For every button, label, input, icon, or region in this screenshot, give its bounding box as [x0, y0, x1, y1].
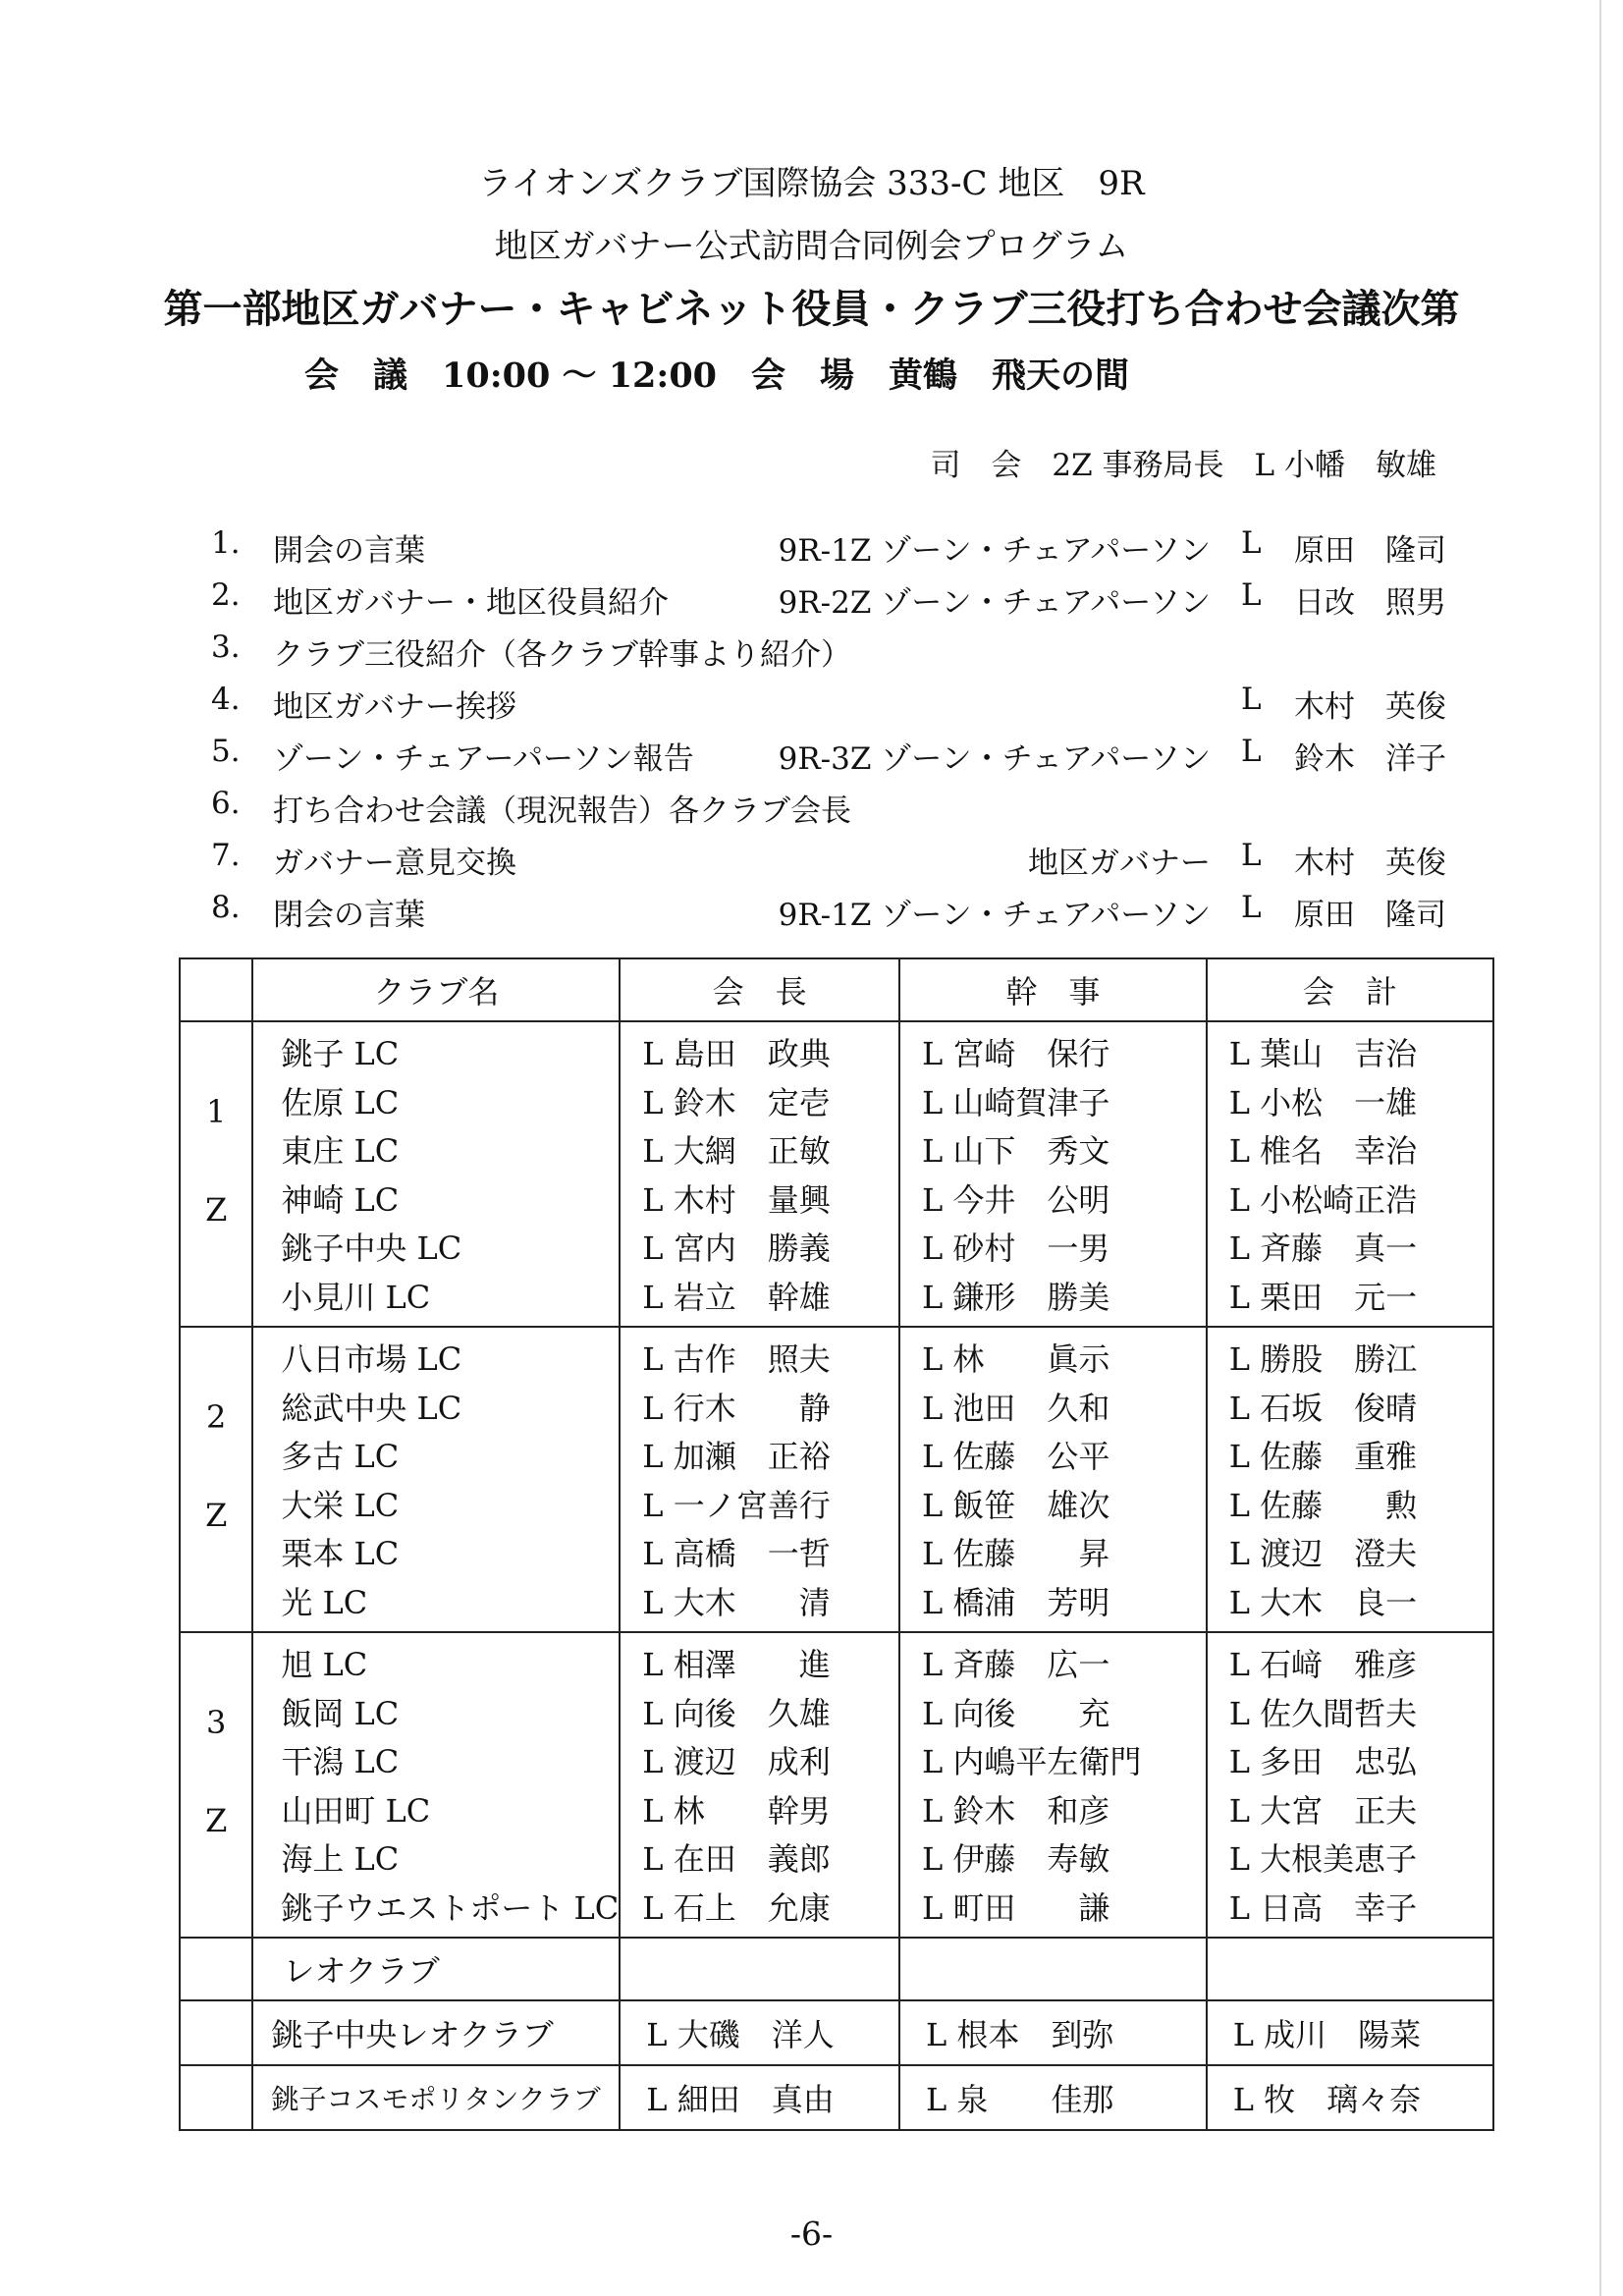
club-name: 小見川 LC: [281, 1278, 431, 1316]
treasurer-name: L 栗田 元一: [1228, 1278, 1418, 1316]
zone-row: [180, 1021, 1493, 1327]
agenda-role: 地区ガバナー: [1028, 846, 1211, 881]
president-name: L 行木 静: [642, 1389, 831, 1427]
agenda-title: 閉会の言葉: [273, 898, 425, 933]
treasurer-name: L 佐藤 重雅: [1228, 1438, 1418, 1475]
secretary-name: L 鎌形 勝美: [921, 1278, 1110, 1316]
agenda-title: 地区ガバナー・地区役員紹介: [273, 585, 669, 621]
treasurer-name: L 椎名 幸治: [1228, 1132, 1418, 1170]
agenda-l-prefix: L: [1241, 525, 1262, 561]
agenda-title: ゾーン・チェアーパーソン報告: [273, 741, 694, 777]
club-name: 栗本 LC: [281, 1535, 400, 1572]
leo-club-name: 銚子コスモポリタンクラブ: [252, 2065, 620, 2130]
treasurer-name: L 大根美恵子: [1228, 1840, 1418, 1878]
treasurer-name: L 石坂 俊晴: [1228, 1389, 1418, 1427]
club-name: 東庄 LC: [281, 1132, 400, 1170]
treasurer-name: L 日高 幸子: [1228, 1888, 1418, 1927]
agenda-item: [0, 577, 1623, 627]
agenda-item: [0, 890, 1623, 939]
president-name: L 宮内 勝義: [642, 1230, 831, 1267]
secretary-name: L 宮崎 保行: [921, 1035, 1110, 1072]
agenda-role: 9R-1Z ゾーン・チェアパーソン: [778, 898, 1211, 933]
treasurer-list: [1207, 1632, 1493, 1938]
agenda-title: 打ち合わせ会議（現況報告）各クラブ会長: [273, 793, 851, 829]
agenda-item: [0, 734, 1623, 783]
secretary-name: L 内嶋平左衛門: [921, 1743, 1142, 1780]
agenda-number: 7.: [211, 838, 241, 873]
empty-cell: [899, 1938, 1207, 2000]
agenda-role: 9R-1Z ゾーン・チェアパーソン: [778, 533, 1211, 569]
agenda-person: 鈴木 洋子: [1294, 741, 1446, 777]
secretary-name: L 鈴木 和彦: [921, 1791, 1110, 1830]
president-name: L 林 幹男: [642, 1791, 831, 1830]
leo-section-title: レオクラブ: [252, 1938, 620, 2000]
president-name: L 細田 真由: [620, 2065, 899, 2130]
president-name: L 高橋 一哲: [642, 1535, 831, 1572]
zone-letter: Z: [205, 1497, 228, 1534]
club-name: 総武中央 LC: [281, 1389, 462, 1427]
table-header-row: [180, 958, 1493, 1021]
treasurer-name: L 斉藤 真一: [1228, 1230, 1418, 1267]
leo-zone-cell: [180, 1938, 252, 2000]
document-header: [0, 152, 1623, 341]
zone-letter: Z: [205, 1802, 228, 1839]
club-name: 銚子ウエストポート LC: [281, 1888, 620, 1927]
agenda-number: 6.: [211, 786, 241, 821]
treasurer-name: L 渡辺 澄夫: [1228, 1535, 1418, 1572]
treasurer-name: L 牧 璃々奈: [1207, 2065, 1493, 2130]
page-edge: [1599, 0, 1601, 2296]
treasurer-list: [1207, 1021, 1493, 1327]
club-name: 銚子 LC: [281, 1035, 400, 1072]
treasurer-name: L 大木 良一: [1228, 1583, 1418, 1621]
president-name: L 加瀬 正裕: [642, 1438, 831, 1475]
president-name: L 向後 久雄: [642, 1694, 831, 1732]
president-list: [620, 1327, 899, 1632]
club-name: 海上 LC: [281, 1840, 400, 1878]
secretary-name: L 佐藤 公平: [921, 1438, 1110, 1475]
president-name: L 相澤 進: [642, 1646, 831, 1683]
secretary-name: L 泉 佳那: [899, 2065, 1207, 2130]
empty-cell: [1207, 1938, 1493, 2000]
leo-zone-cell: [180, 2065, 252, 2130]
secretary-name: L 向後 充: [921, 1694, 1110, 1732]
zone-label: [180, 1021, 252, 1327]
zone-number: 3: [206, 1704, 227, 1741]
secretary-name: L 町田 謙: [921, 1888, 1110, 1927]
president-name: L 岩立 幹雄: [642, 1278, 831, 1316]
treasurer-name: L 大宮 正夫: [1228, 1791, 1418, 1830]
agenda-person: 日改 照男: [1294, 585, 1446, 621]
agenda-role: 9R-3Z ゾーン・チェアパーソン: [778, 741, 1211, 777]
secretary-name: L 斉藤 広一: [921, 1646, 1110, 1683]
president-name: L 古作 照夫: [642, 1340, 831, 1378]
agenda-number: 1.: [211, 525, 241, 561]
leo-section-row: [180, 1938, 1493, 2000]
secretary-header: 幹 事: [899, 958, 1207, 1021]
president-name: L 渡辺 成利: [642, 1743, 831, 1780]
header-line-1: ライオンズクラブ国際協会 333-C 地区 9R: [478, 164, 1145, 203]
club-name: 神崎 LC: [281, 1180, 400, 1219]
agenda-l-prefix: L: [1241, 838, 1262, 873]
club-name: 多古 LC: [281, 1438, 400, 1475]
leo-club-row: [180, 2065, 1493, 2130]
president-name: L 鈴木 定壱: [642, 1083, 831, 1121]
treasurer-name: L 佐藤 勲: [1228, 1486, 1418, 1524]
agenda-item: [0, 629, 1623, 679]
agenda-person: 原田 隆司: [1294, 898, 1446, 933]
agenda-l-prefix: L: [1241, 734, 1262, 769]
club-name: 飯岡 LC: [281, 1694, 400, 1732]
president-list: [620, 1021, 899, 1327]
document-title: 第一部地区ガバナー・キャビネット役員・クラブ三役打ち合わせ会議次第: [163, 286, 1460, 332]
agenda-number: 8.: [211, 890, 241, 925]
agenda-item: [0, 838, 1623, 887]
treasurer-name: L 小松崎正浩: [1228, 1180, 1418, 1219]
secretary-name: L 砂村 一男: [921, 1230, 1110, 1267]
leo-club-name: 銚子中央レオクラブ: [252, 2000, 620, 2065]
agenda-title: 地区ガバナー挨拶: [273, 689, 516, 725]
agenda-item: [0, 525, 1623, 574]
secretary-name: L 伊藤 寿敏: [921, 1840, 1110, 1878]
leo-club-row: [180, 2000, 1493, 2065]
club-name: 山田町 LC: [281, 1791, 431, 1830]
zone-label: [180, 1632, 252, 1938]
agenda-number: 5.: [211, 734, 241, 769]
page-number: -6-: [789, 2214, 834, 2253]
zone-row: [180, 1327, 1493, 1632]
club-name: 干潟 LC: [281, 1743, 400, 1780]
treasurer-name: L 佐久間哲夫: [1228, 1694, 1418, 1732]
zone-number: 2: [206, 1398, 227, 1436]
agenda-l-prefix: L: [1241, 577, 1262, 613]
secretary-name: L 橋浦 芳明: [921, 1583, 1110, 1621]
agenda-person: 木村 英俊: [1294, 689, 1446, 725]
president-list: [620, 1632, 899, 1938]
president-name: L 島田 政典: [642, 1035, 831, 1072]
club-name: 大栄 LC: [281, 1486, 400, 1524]
zone-label: [180, 1327, 252, 1632]
club-officers-table: [179, 957, 1494, 2131]
secretary-name: L 根本 到弥: [899, 2000, 1207, 2065]
club-name: 佐原 LC: [281, 1083, 400, 1121]
president-name: L 大木 清: [642, 1583, 831, 1621]
agenda-item: [0, 682, 1623, 731]
club-name: 銚子中央 LC: [281, 1230, 462, 1267]
club-name: 光 LC: [281, 1583, 368, 1621]
secretary-list: [899, 1632, 1207, 1938]
secretary-name: L 山下 秀文: [921, 1132, 1110, 1170]
header-line-2: 地区ガバナー公式訪問合同例会プログラム: [494, 227, 1129, 266]
zone-header: [180, 958, 252, 1021]
treasurer-list: [1207, 1327, 1493, 1632]
president-name: L 木村 量興: [642, 1180, 831, 1219]
president-name: L 石上 允康: [642, 1888, 831, 1927]
president-name: L 大網 正敏: [642, 1132, 831, 1170]
agenda-person: 原田 隆司: [1294, 533, 1446, 569]
secretary-name: L 池田 久和: [921, 1389, 1110, 1427]
agenda-title: ガバナー意見交換: [273, 846, 516, 881]
club-name-header: クラブ名: [252, 958, 620, 1021]
agenda-number: 4.: [211, 682, 241, 717]
treasurer-name: L 石﨑 雅彦: [1228, 1646, 1418, 1683]
treasurer-name: L 葉山 吉治: [1228, 1035, 1418, 1072]
president-header: 会 長: [620, 958, 899, 1021]
secretary-list: [899, 1327, 1207, 1632]
agenda-title: 開会の言葉: [273, 533, 425, 569]
agenda-l-prefix: L: [1241, 890, 1262, 925]
secretary-name: L 林 眞示: [921, 1340, 1110, 1378]
agenda-role: 9R-2Z ゾーン・チェアパーソン: [778, 585, 1211, 621]
zone-letter: Z: [205, 1191, 228, 1229]
zone-row: [180, 1632, 1493, 1938]
treasurer-name: L 多田 忠弘: [1228, 1743, 1418, 1780]
club-list: [252, 1327, 620, 1632]
zone-number: 1: [206, 1093, 227, 1130]
president-name: L 一ノ宮善行: [642, 1486, 831, 1524]
chairperson-line: 司 会 2Z 事務局長 L 小幡 敏雄: [930, 448, 1436, 483]
secretary-name: L 佐藤 昇: [921, 1535, 1110, 1572]
agenda-number: 2.: [211, 577, 241, 613]
secretary-list: [899, 1021, 1207, 1327]
leo-zone-cell: [180, 2000, 252, 2065]
president-name: L 大磯 洋人: [620, 2000, 899, 2065]
meeting-info: 会 議 10:00 ～ 12:00 会 場 黄鶴 飛天の間: [304, 355, 1130, 396]
agenda-person: 木村 英俊: [1294, 846, 1446, 881]
club-list: [252, 1632, 620, 1938]
president-name: L 在田 義郎: [642, 1840, 831, 1878]
club-name: 八日市場 LC: [281, 1340, 462, 1378]
agenda-l-prefix: L: [1241, 682, 1262, 717]
treasurer-header: 会 計: [1207, 958, 1493, 1021]
treasurer-name: L 成川 陽菜: [1207, 2000, 1493, 2065]
secretary-name: L 飯笹 雄次: [921, 1486, 1110, 1524]
club-list: [252, 1021, 620, 1327]
treasurer-name: L 小松 一雄: [1228, 1083, 1418, 1121]
agenda-item: [0, 786, 1623, 835]
agenda-number: 3.: [211, 629, 241, 665]
empty-cell: [620, 1938, 899, 2000]
secretary-name: L 山崎賀津子: [921, 1083, 1110, 1121]
agenda-title: クラブ三役紹介（各クラブ幹事より紹介）: [273, 637, 851, 673]
club-name: 旭 LC: [281, 1646, 368, 1683]
treasurer-name: L 勝股 勝江: [1228, 1340, 1418, 1378]
secretary-name: L 今井 公明: [921, 1180, 1110, 1219]
